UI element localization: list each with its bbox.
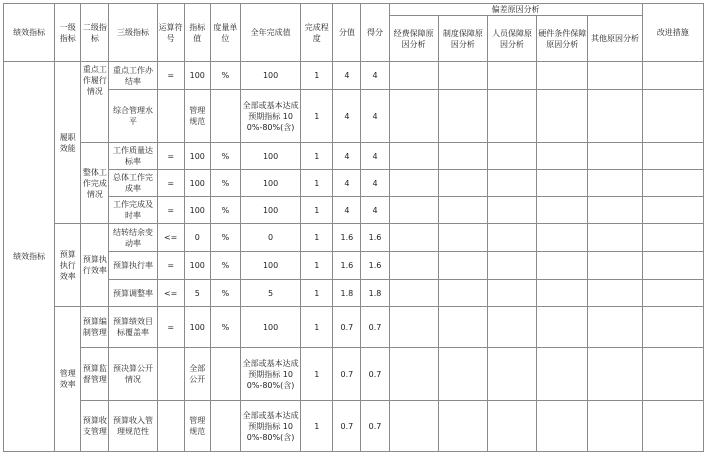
cell-score: 4 — [361, 62, 389, 90]
table-row — [4, 280, 704, 307]
cell-annual: 全部或基本达成预期指标 100%-80%(含) — [240, 90, 300, 143]
cell-annual: 100 — [240, 143, 300, 170]
group-budget: 预算执行效率 — [55, 224, 81, 307]
cell-target: 100 — [184, 307, 210, 348]
cell-completion: 1 — [301, 143, 333, 170]
cell-name: 预决算公开情况 — [109, 348, 157, 401]
cell-completion: 1 — [301, 90, 333, 143]
cell-op — [157, 90, 184, 143]
cell-completion: 1 — [301, 224, 333, 252]
cell-target: 5 — [184, 280, 210, 307]
cell-name: 工作完成及时率 — [109, 197, 157, 224]
header-unit: 度量单位 — [210, 4, 240, 62]
cell-target: 100 — [184, 197, 210, 224]
cell-score: 4 — [361, 90, 389, 143]
cell-name: 预算收入管理规范性 — [109, 401, 157, 452]
cell-target: 全部公开 — [184, 348, 210, 401]
table-row — [4, 62, 704, 90]
cell-score-value: 1.8 — [333, 280, 361, 307]
cell-score: 1.8 — [361, 280, 389, 307]
header-target: 指标值 — [184, 4, 210, 62]
cell-unit: % — [210, 170, 240, 197]
cell-score-value: 1.6 — [333, 224, 361, 252]
table-row — [4, 170, 704, 197]
cell-unit — [210, 90, 240, 143]
header-completion: 完成程度 — [301, 4, 333, 62]
cell-unit — [210, 401, 240, 452]
cell-target: 100 — [184, 170, 210, 197]
cell-op — [157, 348, 184, 401]
cell-annual: 100 — [240, 252, 300, 280]
header-dev-funding: 经费保障原因分析 — [389, 16, 438, 62]
cell-unit: % — [210, 280, 240, 307]
group-budget-supervise: 预算监督管理 — [81, 348, 109, 401]
cell-completion: 1 — [301, 348, 333, 401]
cell-score-value: 0.7 — [333, 348, 361, 401]
cell-annual: 5 — [240, 280, 300, 307]
cell-completion: 1 — [301, 401, 333, 452]
header-row-1 — [4, 4, 704, 16]
cell-score-value: 4 — [333, 143, 361, 170]
cell-name: 结转结余变动率 — [109, 224, 157, 252]
cell-score: 4 — [361, 170, 389, 197]
header-perf-indicator: 绩效指标 — [4, 4, 55, 62]
cell-score-value: 4 — [333, 197, 361, 224]
header-dev-hardware: 硬件条件保障原因分析 — [537, 16, 588, 62]
table-row — [4, 224, 704, 252]
cell-score-value: 4 — [333, 62, 361, 90]
cell-op: <= — [157, 224, 184, 252]
cell-unit: % — [210, 62, 240, 90]
table-row — [4, 90, 704, 143]
cell-score: 1.6 — [361, 224, 389, 252]
cell-completion: 1 — [301, 280, 333, 307]
header-level2: 二级指标 — [81, 4, 109, 62]
cell-target: 100 — [184, 62, 210, 90]
cell-score-value: 0.7 — [333, 401, 361, 452]
header-measures: 改进措施 — [642, 4, 703, 62]
cell-completion: 1 — [301, 197, 333, 224]
cell-score: 4 — [361, 143, 389, 170]
cell-score-value: 0.7 — [333, 307, 361, 348]
table-row — [4, 197, 704, 224]
header-score-value: 分值 — [333, 4, 361, 62]
group-key-work: 重点工作履行情况 — [81, 62, 109, 143]
cell-name: 重点工作办结率 — [109, 62, 157, 90]
cell-score-value: 4 — [333, 170, 361, 197]
header-deviation-group: 偏差原因分析 — [389, 4, 642, 16]
table-row — [4, 401, 704, 452]
cell-op — [157, 401, 184, 452]
cell-unit: % — [210, 307, 240, 348]
cell-score-value: 1.6 — [333, 252, 361, 280]
group-budget-exec: 预算执行效率 — [81, 224, 109, 307]
cell-annual: 100 — [240, 197, 300, 224]
cell-op: = — [157, 252, 184, 280]
table-row — [4, 307, 704, 348]
cell-annual: 0 — [240, 224, 300, 252]
cell-name: 预算执行率 — [109, 252, 157, 280]
cell-score: 0.7 — [361, 348, 389, 401]
cell-annual: 100 — [240, 307, 300, 348]
cell-name: 总体工作完成率 — [109, 170, 157, 197]
group-overall: 整体工作完成情况 — [81, 143, 109, 224]
cell-annual: 100 — [240, 62, 300, 90]
cell-target: 100 — [184, 143, 210, 170]
cell-score: 1.6 — [361, 252, 389, 280]
group-mgmt: 管理效率 — [55, 307, 81, 452]
cell-annual: 100 — [240, 170, 300, 197]
cell-target: 管理规范 — [184, 401, 210, 452]
cell-name: 预算绩效目标覆盖率 — [109, 307, 157, 348]
cell-op: = — [157, 170, 184, 197]
cell-completion: 1 — [301, 170, 333, 197]
cell-unit: % — [210, 143, 240, 170]
header-dev-system: 制度保障原因分析 — [438, 16, 487, 62]
cell-name: 综合管理水平 — [109, 90, 157, 143]
table-row — [4, 143, 704, 170]
cell-completion: 1 — [301, 252, 333, 280]
group-budget-income: 预算收支管理 — [81, 401, 109, 452]
cell-completion: 1 — [301, 62, 333, 90]
performance-table — [3, 3, 704, 452]
table-row — [4, 252, 704, 280]
cell-name: 工作质量达标率 — [109, 143, 157, 170]
group-duty: 履职效能 — [55, 62, 81, 224]
cell-unit: % — [210, 224, 240, 252]
header-annual: 全年完成值 — [240, 4, 300, 62]
cell-target: 100 — [184, 252, 210, 280]
cell-target: 0 — [184, 224, 210, 252]
cell-op: = — [157, 62, 184, 90]
header-dev-staff: 人员保障原因分析 — [487, 16, 536, 62]
cell-unit: % — [210, 252, 240, 280]
cell-score: 0.7 — [361, 401, 389, 452]
cell-score: 4 — [361, 197, 389, 224]
cell-completion: 1 — [301, 307, 333, 348]
header-op: 运算符号 — [157, 4, 184, 62]
cell-op: = — [157, 307, 184, 348]
group-perf-indicator: 绩效指标 — [4, 62, 55, 452]
header-level1: 一级指标 — [55, 4, 81, 62]
cell-score: 0.7 — [361, 307, 389, 348]
cell-score-value: 4 — [333, 90, 361, 143]
table-row — [4, 348, 704, 401]
cell-op: = — [157, 143, 184, 170]
cell-name: 预算调整率 — [109, 280, 157, 307]
cell-unit: % — [210, 197, 240, 224]
header-level3: 三级指标 — [109, 4, 157, 62]
cell-target: 管理规范 — [184, 90, 210, 143]
group-budget-prep: 预算编制管理 — [81, 307, 109, 348]
cell-annual: 全部或基本达成预期指标 100%-80%(含) — [240, 401, 300, 452]
cell-unit — [210, 348, 240, 401]
header-score: 得分 — [361, 4, 389, 62]
header-dev-other: 其他原因分析 — [588, 16, 642, 62]
cell-op: <= — [157, 280, 184, 307]
cell-op: = — [157, 197, 184, 224]
cell-annual: 全部或基本达成预期指标 100%-80%(含) — [240, 348, 300, 401]
